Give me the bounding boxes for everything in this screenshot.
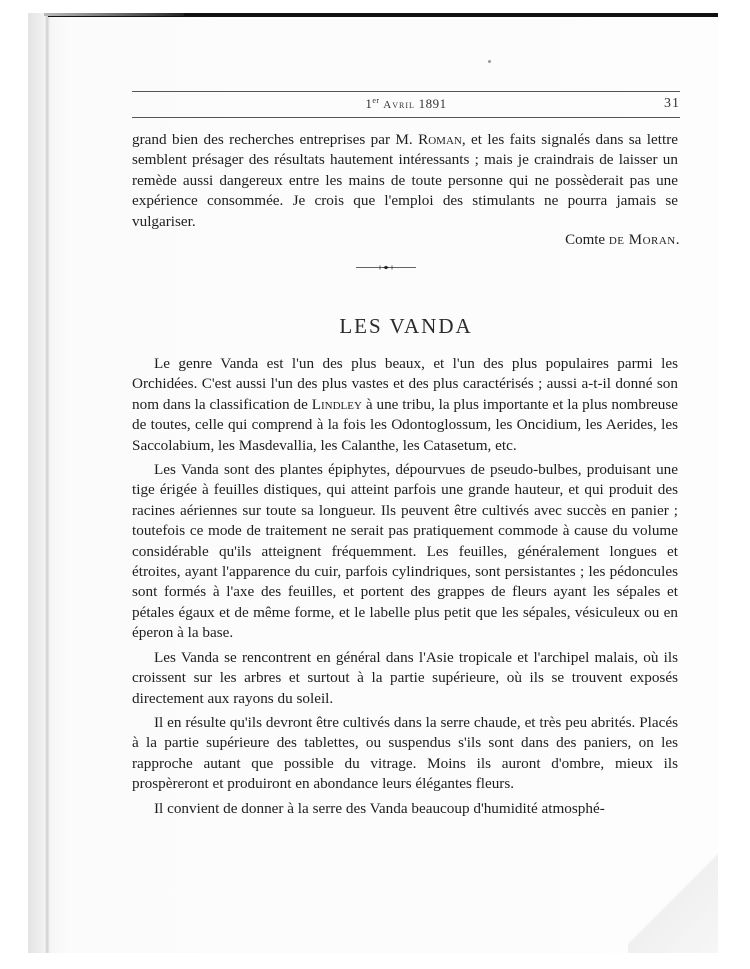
article-signature — [565, 232, 680, 249]
page-number: 31 — [664, 96, 680, 111]
previous-article-paragraph — [132, 130, 678, 232]
running-head-date — [132, 96, 680, 112]
article-title: LES VANDA — [339, 314, 473, 338]
signature-name: de Moran. — [608, 232, 680, 248]
text-run: , et les faits signalés dans sa lettre semblent présager des résultats hautement intéressants ; mais je craindrais de laisser un remède aussi dangereux entre les mains de toute personne qui ne possèderait pas une expérience consommée. Je crois que l'emploi des stimulants ne pourra jamais se vulgariser. — [132, 131, 678, 230]
date-month: Avril — [383, 99, 415, 111]
article-paragraph: Il convient de donner à la serre des Vanda beaucoup d'humidité atmosphé- — [154, 799, 605, 817]
date-year: 1891 — [418, 96, 447, 111]
header-rule-bottom — [132, 117, 680, 118]
article-paragraph: Il en résulte qu'ils devront être cultivés dans la serre chaude, et très peu abrités. Placés à la partie supérieure des tablettes, ou suspendus s'ils sont dans des paniers, on les rapproche autant que possible du vitrage. Moins ils auront d'ombre, mieux ils prospèreront et produiront en abondance leurs élégantes fleurs. — [132, 713, 678, 793]
date-day: 1 — [365, 96, 373, 111]
section-divider-ornament-icon — [356, 265, 416, 270]
previous-article-ending — [132, 130, 678, 232]
text-run: à une tribu, la plus importante et la plus nombreuse de toutes, celle qui comprend à la fois les Odontoglossum, les Oncidium, les Aerides, les Saccolabium, les Masdevallia, les Calanthe, les Catasetum, etc. — [132, 395, 678, 454]
running-head — [132, 94, 680, 114]
text-run: grand bien des recherches entreprises par M. — [132, 131, 419, 148]
author-name-roman: Roman — [418, 131, 462, 148]
header-rule-top — [132, 91, 680, 92]
article-paragraph: Les Vanda sont des plantes épiphytes, dépourvues de pseudo-bulbes, produisant une tige érigée à feuilles distiques, qui atteint parfois une grande hauteur, et qui produit des racines aériennes sur toute sa longueur. Ils peuvent être cultivés avec succès en panier ; toutefois ce mode de traitement ne serait pas pratiquement commode à cause du volume considérable qu'ils atteignent fréquemment. Les feuilles, généralement longues et étroites, ayant l'apparence du cuir, parfois cylindriques, sont persistantes ; les pédoncules sont formés à l'axe des feuilles, et portent des grappes de fleurs ayant les sépales et pétales égaux et de même forme, et le labelle plus petit que les sépales, vésiculeux ou en éperon à la base. — [132, 461, 678, 642]
signature-title: Comte — [565, 232, 609, 248]
article-body — [132, 354, 678, 819]
page-top-edge-fade — [44, 13, 184, 16]
article-paragraph — [132, 354, 678, 456]
text-run: Le genre Vanda est l'un des plus beaux, et l'un des plus populaires parmi les Orchidées. C'est aussi l'un des plus vastes et des plus caractérisés ; aussi a-t-il donné son nom dans la classification de — [132, 355, 678, 413]
author-name-lindley: Lindley — [311, 395, 362, 413]
paper-speck — [488, 60, 491, 63]
article-paragraph: Les Vanda se rencontrent en général dans l'Asie tropicale et l'archipel malais, où ils croissent sur les arbres et surtout à la partie supérieure, où ils se trouvent exposés directement aux rayons du soleil. — [132, 648, 678, 707]
date-day-suffix: er — [372, 96, 380, 105]
